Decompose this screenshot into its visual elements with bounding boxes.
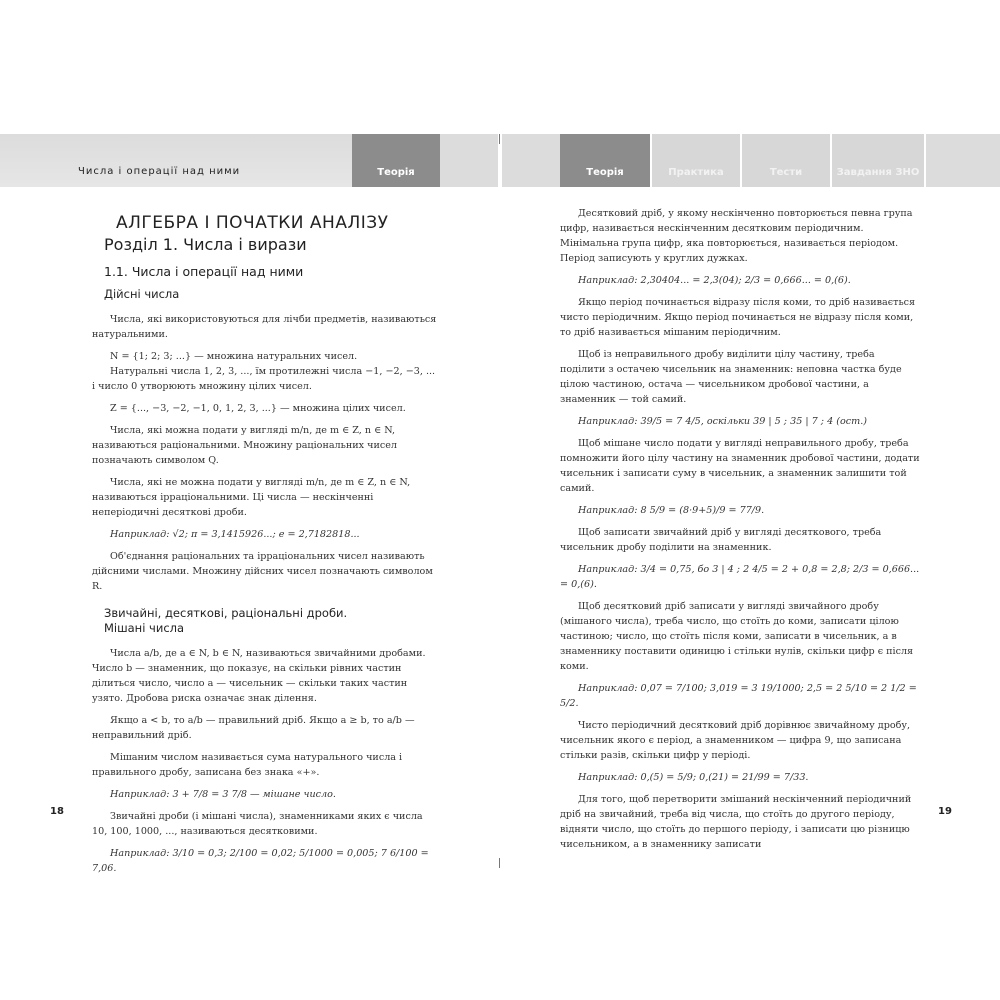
heading-real-numbers: Дійсні числа xyxy=(104,287,180,301)
tab-zno-tasks[interactable]: Завдання ЗНО xyxy=(832,134,924,187)
tab-tests[interactable]: Тести xyxy=(742,134,830,187)
header-filler-end xyxy=(926,134,1000,187)
paragraph: Числа a/b, де a ∈ N, b ∈ N, називаються звичайними дробами. Число b — знаменник, що показує, на скільки рівних частин ділиться число, число a — чисельник — скільки таких частин узято. Дробова риска означає знак ділення. xyxy=(92,648,426,704)
example: Наприклад: 3/10 = 0,3; 2/100 = 0,02; 5/1000 = 0,005; 7 6/100 = 7,06. xyxy=(92,848,429,874)
paragraph: Десятковий дріб, у якому нескінченно повторюється певна група цифр, називається нескінченним десятковим періодичним. Мінімальна група цифр, яка повторюється, називається періодом. Період записують у круглих дужках. xyxy=(560,208,913,264)
paragraph: Об'єднання раціональних та ірраціональних чисел називають дійсними числами. Множину дійсних чисел позначають символом R. xyxy=(92,551,433,592)
left-page-content xyxy=(92,213,440,883)
paragraph: Числа, які можна подати у вигляді m/n, де m ∈ Z, n ∈ N, називаються раціональними. Множину раціональних чисел позначають символом Q. xyxy=(92,425,398,466)
paragraph: Щоб із неправильного дробу виділити цілу частину, треба поділити з остачею чисельник на знаменник: неповна частка буде цілою частиною, остача — чисельником дробової частини, а знаменник — той самий. xyxy=(560,349,902,405)
paragraph: Z = {..., −3, −2, −1, 0, 1, 2, 3, ...} — множина цілих чисел. xyxy=(110,403,406,414)
paragraph: Якщо a < b, то a/b — правильний дріб. Якщо a ≥ b, то a/b — неправильний дріб. xyxy=(92,715,415,741)
paragraph: Щоб мішане число подати у вигляді неправильного дробу, треба помножити його цілу частину на знаменник дробової частини, додати чисельник і записати суму в чисельник, а знаменник залишити той самий. xyxy=(560,438,920,494)
example: Наприклад: 3 + 7/8 = 3 7/8 — мішане число. xyxy=(110,789,336,800)
running-title: Числа і операції над ними xyxy=(78,166,241,177)
paragraph: Чисто періодичний десятковий дріб дорівнює звичайному дробу, чисельник якого є період, а знаменником — цифра 9, що записана стільки разів, скільки цифр у періоді. xyxy=(560,720,911,761)
page-number-left: 18 xyxy=(50,806,64,817)
paragraph: Якщо період починається відразу після коми, то дріб називається чисто періодичним. Якщо період починається не відразу після коми, то дріб називається мішаним періодичним. xyxy=(560,297,916,338)
right-page-content xyxy=(560,206,922,859)
example: Наприклад: 8 5/9 = (8·9+5)/9 = 77/9. xyxy=(578,505,765,516)
page-title: АЛГЕБРА І ПОЧАТКИ АНАЛІЗУ xyxy=(116,213,389,233)
heading-fractions: Звичайні, десяткові, раціональні дроби. Мішані числа xyxy=(104,606,348,635)
section-title: Розділ 1. Числа і вирази xyxy=(104,235,307,254)
paragraph: Звичайні дроби (і мішані числа), знаменниками яких є числа 10, 100, 1000, ..., називаються десятковими. xyxy=(92,811,423,837)
tab-theory[interactable]: Теорія xyxy=(560,134,650,187)
paragraph: Числа, які використовуються для лічби предметів, називаються натуральними. xyxy=(92,314,437,340)
header-filler-left xyxy=(440,134,498,187)
tab-theory-left[interactable]: Теорія xyxy=(352,134,440,187)
subsection-title: 1.1. Числа і операції над ними xyxy=(104,264,304,279)
example: Наприклад: 0,07 = 7/100; 3,019 = 3 19/1000; 2,5 = 2 5/10 = 2 1/2 = 5/2. xyxy=(560,683,917,709)
paragraph: Мішаним числом називається сума натурального числа і правильного дробу, записана без знака «+». xyxy=(92,752,403,778)
example: Наприклад: 0,(5) = 5/9; 0,(21) = 21/99 = 7/33. xyxy=(578,772,809,783)
paragraph: Для того, щоб перетворити змішаний нескінченний періодичний дріб на звичайний, треба від числа, що стоїть до другого періоду, відняти число, що стоїть до першого періоду, і записати цю різницю чисельником, а в знаменнику записати xyxy=(560,794,912,850)
paragraph: Числа, які не можна подати у вигляді m/n, де m ∈ Z, n ∈ N, називаються ірраціональними. Ці числа — нескінченні неперіодичні десяткові дроби. xyxy=(92,477,411,518)
left-header-bar xyxy=(0,134,352,187)
tab-practice[interactable]: Практика xyxy=(652,134,740,187)
spine-mark-bottom xyxy=(499,858,500,868)
example: Наприклад: 2,30404... = 2,3(04); 2/3 = 0,666... = 0,(6). xyxy=(578,275,851,286)
paragraph: Натуральні числа 1, 2, 3, ..., їм протилежні числа −1, −2, −3, ... і число 0 утворюють множину цілих чисел. xyxy=(92,366,436,392)
paragraph: Щоб записати звичайний дріб у вигляді десяткового, треба чисельник дробу поділити на знаменник. xyxy=(560,527,882,553)
page-number-right: 19 xyxy=(938,806,952,817)
spine-mark-top xyxy=(499,134,500,144)
example: Наприклад: √2; π = 3,1415926...; e = 2,7182818... xyxy=(110,529,360,540)
paragraph: Щоб десятковий дріб записати у вигляді звичайного дробу (мішаного числа), треба число, що стоїть до коми, записати цілою частиною; число, що стоїть після коми, записати в чисельник, а в знаменнику поставити одиницю і стільки нулів, скільки цифр є після коми. xyxy=(560,601,914,672)
paragraph: N = {1; 2; 3; ...} — множина натуральних чисел. xyxy=(110,351,358,362)
header-filler-right xyxy=(502,134,560,187)
example-division: Наприклад: 3/4 = 0,75, бо 3 | 4 ; 2 4/5 = 2 + 0,8 = 2,8; 2/3 = 0,666... = 0,(6). xyxy=(560,564,920,590)
example-division: Наприклад: 39/5 = 7 4/5, оскільки 39 | 5 ; 35 | 7 ; 4 (ост.) xyxy=(578,416,867,427)
